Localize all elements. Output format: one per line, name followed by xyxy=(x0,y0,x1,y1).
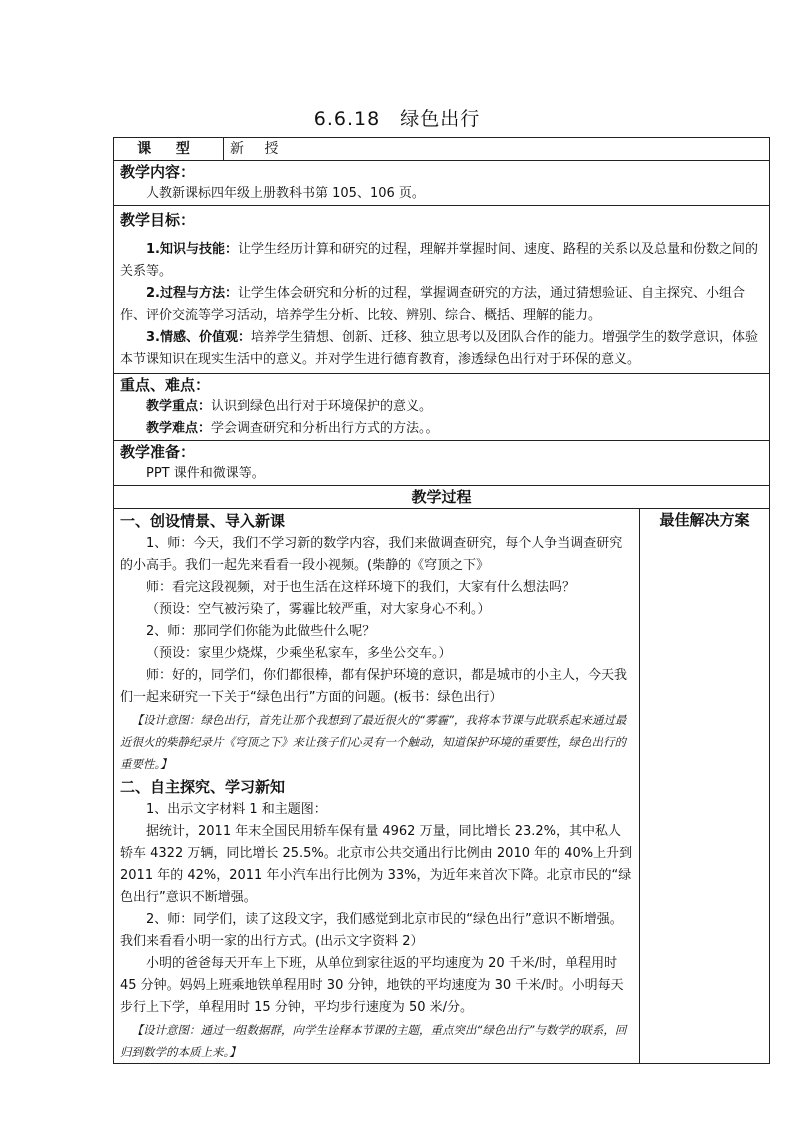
key-points-row xyxy=(114,374,770,441)
page-title: 6.6.18 绿色出行 xyxy=(313,108,481,130)
key-points-heading: 重点、难点： xyxy=(120,376,211,394)
s1-line-4: 2、师：那同学们你能为此做些什么呢？ xyxy=(146,624,376,639)
process-header-row xyxy=(114,486,770,509)
s2-line-4: 小明的爸爸每天开车上下班，从单位到家往返的平均速度为 20 千米/时，单程用时 45 分钟。妈妈上班乘地铁单程用时 30 分钟，地铁的平均速度为 30 千米/时。小明每天步行上下学，单程用时 15 分钟，平均步行速度为 50 米/分。 xyxy=(120,956,624,1015)
difficulty-text: 学会调查研究和分析出行方式的方法。。 xyxy=(211,421,439,436)
section-2-title: 二、自主探究、学习新知 xyxy=(120,778,286,796)
s2-line-3: 2、师：同学们，读了这段文字，我们感觉到北京市民的“绿色出行”意识不断增强。我们来看看小明一家的出行方式。(出示文字资料 2） xyxy=(120,912,623,949)
goal-lead-1: 1.知识与技能： xyxy=(146,242,238,257)
type-row xyxy=(114,138,770,161)
process-heading: 教学过程 xyxy=(114,486,770,509)
s1-line-5: （预设：家里少烧煤，少乘坐私家车，多坐公交车。） xyxy=(146,646,452,661)
s1-line-3: （预设：空气被污染了，雾霾比较严重，对大家身心不利。） xyxy=(146,602,491,617)
type-label: 课 型 xyxy=(114,138,224,161)
goals-row xyxy=(114,206,770,374)
goal-text-1: 让学生经历计算和研究的过程，理解并掌握时间、速度、路程的关系以及总量和份数之间的关系等。 xyxy=(120,242,758,279)
goals-heading: 教学目标： xyxy=(120,211,196,229)
prep-heading: 教学准备： xyxy=(120,443,196,461)
difficulty-lead: 教学难点： xyxy=(146,421,212,436)
s2-line-1: 1、出示文字材料 1 和主题图： xyxy=(146,802,327,817)
difficulty-point xyxy=(120,418,763,440)
goal-lead-2: 2.过程与方法： xyxy=(146,286,238,301)
content-heading: 教学内容： xyxy=(120,163,196,181)
key-point xyxy=(120,396,763,418)
goal-item-2 xyxy=(120,283,763,327)
s1-line-6: 师：好的，同学们，你们都很棒，都有保护环境的意识，都是城市的小主人，今天我们一起来研究一下关于“绿色出行”方面的问题。(板书：绿色出行） xyxy=(120,668,628,705)
goal-text-2: 让学生体会研究和分析的过程，掌握调查研究的方法，通过猜想验证、自主探究、小组合作、评价交流等学习活动，培养学生分析、比较、辨别、综合、概括、理解的能力。 xyxy=(120,286,745,323)
section-1-title: 一、创设情景、导入新课 xyxy=(120,512,286,530)
lesson-plan-table xyxy=(113,137,770,1064)
prep-text: PPT 课件和微课等。 xyxy=(146,466,265,481)
key-lead: 教学重点： xyxy=(146,399,212,414)
solution-heading: 最佳解决方案 xyxy=(659,511,750,529)
s1-line-1: 1、师：今天，我们不学习新的数学内容，我们来做调查研究，每个人争当调查研究的小高手。我们一起先来看看一段小视频。(柴静的《穹顶之下》 xyxy=(120,536,623,573)
content-text: 人教新课标四年级上册教科书第 105、106 页。 xyxy=(146,186,425,201)
goal-lead-3: 3.情感、价值观： xyxy=(146,330,251,345)
s1-design-note: 【设计意图：绿色出行，首先让那个我想到了最近很火的“雾霾”，我将本节课与此联系起来通过最近很火的柴静纪录片《穹顶之下》来让孩子们心灵有一个触动，知道保护环境的重要性，绿色出行的重要性。】 xyxy=(120,713,627,771)
s2-design-note: 【设计意图：通过一组数据群，向学生诠释本节课的主题，重点突出“绿色出行”与数学的联系，回归到数学的本质上来。】 xyxy=(120,1023,627,1059)
type-value: 新 授 xyxy=(224,138,770,161)
solution-column xyxy=(640,509,770,1064)
goal-item-1 xyxy=(120,239,763,283)
s2-line-2: 据统计，2011 年末全国民用轿车保有量 4962 万量，同比增长 23.2%，其中私人轿车 4322 万辆，同比增长 25.5%。北京市公共交通出行比例由 2010 年的 40%上升到 2011 年的 42%，2011 年小汽车出行比例为 33%，为近年来首次下降。北京市民的“绿色出行”意识不断增强。 xyxy=(120,824,633,905)
process-body-row xyxy=(114,509,770,1064)
prep-row xyxy=(114,441,770,486)
goal-item-3 xyxy=(120,327,763,371)
goal-text-3: 培养学生猜想、创新、迁移、独立思考以及团队合作的能力。增强学生的数学意识，体验本节课知识在现实生活中的意义。并对学生进行德育教育，渗透绿色出行对于环保的意义。 xyxy=(120,330,758,367)
key-text: 认识到绿色出行对于环境保护的意义。 xyxy=(211,399,433,414)
content-row xyxy=(114,161,770,206)
s1-line-2: 师：看完这段视频，对于也生活在这样环境下的我们，大家有什么想法吗？ xyxy=(146,580,576,595)
